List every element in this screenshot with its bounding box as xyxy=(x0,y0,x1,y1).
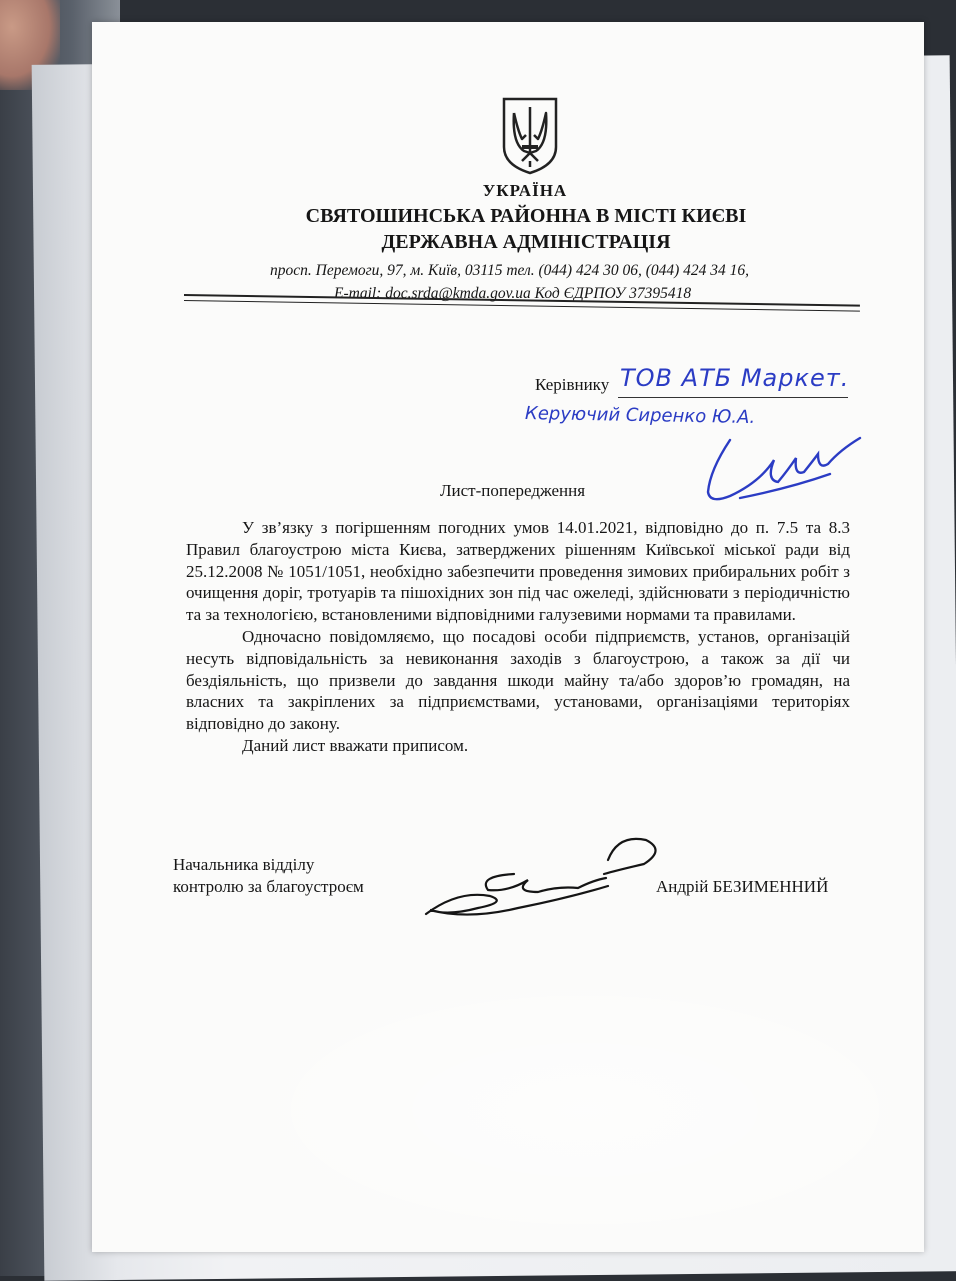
recipient-handwritten-company: ТОВ АТБ Маркет. xyxy=(620,364,850,392)
org-name-line1: СВЯТОШИНСЬКА РАЙОННА В МІСТІ КИЄВІ xyxy=(305,205,747,227)
country-name: УКРАЇНА xyxy=(482,181,568,200)
signer-name: Андрій БЕЗИМЕННИЙ xyxy=(656,877,829,896)
trident-coat-of-arms-icon xyxy=(500,95,560,175)
light-glare xyxy=(200,960,900,1260)
body-paragraph-2: Одночасно повідомляємо, що посадові особи підприємств, установ, організацій несуть відповідальність за невиконання заходів з благоустрою, а також за дії чи бездіяльність, що призвели до завдання шкоди майну та/або здоров’ю громадян, на власних та закріплених за підприємствами, установами, організаціями територіях відповідно до закону. xyxy=(186,626,850,734)
signer-position-line2: контролю за благоустроєм xyxy=(173,877,364,896)
document-title: Лист-попередження xyxy=(440,481,586,500)
recipient-signature xyxy=(700,430,870,510)
address-line2: E-mail: doc.srda@kmda.gov.ua Код ЄДРПОУ 37395418 xyxy=(334,285,692,302)
address-line1: просп. Перемоги, 97, м. Київ, 03115 тел. (044) 424 30 06, (044) 424 34 16, xyxy=(270,262,750,279)
org-name-line2: ДЕРЖАВНА АДМІНІСТРАЦІЯ xyxy=(381,231,671,253)
document-body xyxy=(186,517,850,757)
body-paragraph-3: Даний лист вважати приписом. xyxy=(242,735,469,755)
recipient-underline xyxy=(618,397,848,398)
signer-position-line1: Начальника відділу xyxy=(173,855,315,874)
recipient-label: Керівнику xyxy=(535,375,610,394)
official-signature xyxy=(418,830,668,930)
recipient-handwritten-person: Керуючий Сиренко Ю.А. xyxy=(524,402,756,429)
body-paragraph-1: У зв’язку з погіршенням погодних умов 14.01.2021, відповідно до п. 7.5 та 8.3 Правил благоустрою міста Києва, затверджених рішенням Київської міської ради від 25.12.2008 № 1051/1051, необхідно забезпечити проведення зимових прибиральних робіт з очищення доріг, тротуарів та пішохідних зон під час ожеледі, здійснювати з періодичністю та за технологією, встановленими відповідними галузевими нормами та правилами. xyxy=(186,518,850,625)
